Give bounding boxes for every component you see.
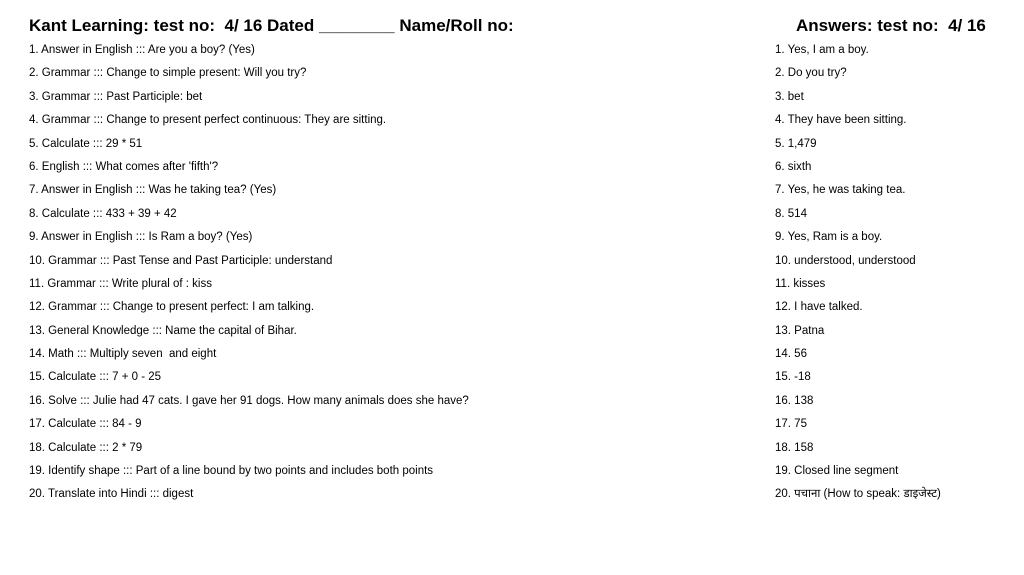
question-item: 5. Calculate ::: 29 * 51 xyxy=(29,137,143,150)
answers-list xyxy=(775,42,1015,510)
answer-item: 3. bet xyxy=(775,90,804,103)
question-item: 16. Solve ::: Julie had 47 cats. I gave her 91 dogs. How many animals does she have? xyxy=(29,394,469,407)
answer-item: 6. sixth xyxy=(775,160,812,173)
answer-item: 8. 514 xyxy=(775,207,807,220)
question-item: 15. Calculate ::: 7 + 0 - 25 xyxy=(29,371,162,384)
question-item: 13. General Knowledge ::: Name the capital of Bihar. xyxy=(29,324,297,337)
answer-item: 14. 56 xyxy=(775,348,807,361)
answer-item: 20. पचाना (How to speak: डाइजेस्ट) xyxy=(775,488,941,501)
answer-item: 2. Do you try? xyxy=(775,67,847,80)
answer-item: 16. 138 xyxy=(775,394,814,407)
question-item: 19. Identify shape ::: Part of a line bound by two points and includes both points xyxy=(29,465,434,478)
answer-item: 1. Yes, I am a boy. xyxy=(775,44,869,56)
question-item: 3. Grammar ::: Past Participle: bet xyxy=(29,90,203,103)
answer-item: 9. Yes, Ram is a boy. xyxy=(775,231,883,244)
test-title: Kant Learning: test no: 4/ 16 Dated ________ Name/Roll no: xyxy=(29,16,514,35)
question-item: 8. Calculate ::: 433 + 39 + 42 xyxy=(29,207,177,220)
answer-item: 11. kisses xyxy=(775,277,826,290)
answer-item: 15. -18 xyxy=(775,371,811,384)
question-item: 14. Math ::: Multiply seven and eight xyxy=(29,348,217,361)
question-item: 7. Answer in English ::: Was he taking tea? (Yes) xyxy=(29,184,277,197)
question-item: 10. Grammar ::: Past Tense and Past Participle: understand xyxy=(29,254,333,267)
questions-list xyxy=(29,42,749,510)
answer-item: 12. I have talked. xyxy=(775,301,863,314)
question-item: 2. Grammar ::: Change to simple present: Will you try? xyxy=(29,67,307,80)
answer-item: 10. understood, understood xyxy=(775,254,916,267)
question-item: 9. Answer in English ::: Is Ram a boy? (Yes) xyxy=(29,231,253,244)
question-item: 11. Grammar ::: Write plural of : kiss xyxy=(29,277,212,290)
answer-item: 7. Yes, he was taking tea. xyxy=(775,184,906,197)
question-item: 17. Calculate ::: 84 - 9 xyxy=(29,418,142,431)
answer-item: 13. Patna xyxy=(775,324,825,337)
answers-title: Answers: test no: 4/ 16 xyxy=(796,16,986,35)
answer-item: 17. 75 xyxy=(775,418,807,431)
answer-item: 18. 158 xyxy=(775,441,814,454)
answer-item: 4. They have been sitting. xyxy=(775,114,907,127)
answer-item: 5. 1,479 xyxy=(775,137,817,150)
question-item: 18. Calculate ::: 2 * 79 xyxy=(29,441,143,454)
question-item: 6. English ::: What comes after 'fifth'? xyxy=(29,160,219,173)
answer-item: 19. Closed line segment xyxy=(775,465,899,478)
question-item: 12. Grammar ::: Change to present perfect: I am talking. xyxy=(29,301,315,314)
question-item: 4. Grammar ::: Change to present perfect continuous: They are sitting. xyxy=(29,114,387,127)
question-item: 1. Answer in English ::: Are you a boy? (Yes) xyxy=(29,44,255,56)
question-item: 20. Translate into Hindi ::: digest xyxy=(29,488,194,501)
